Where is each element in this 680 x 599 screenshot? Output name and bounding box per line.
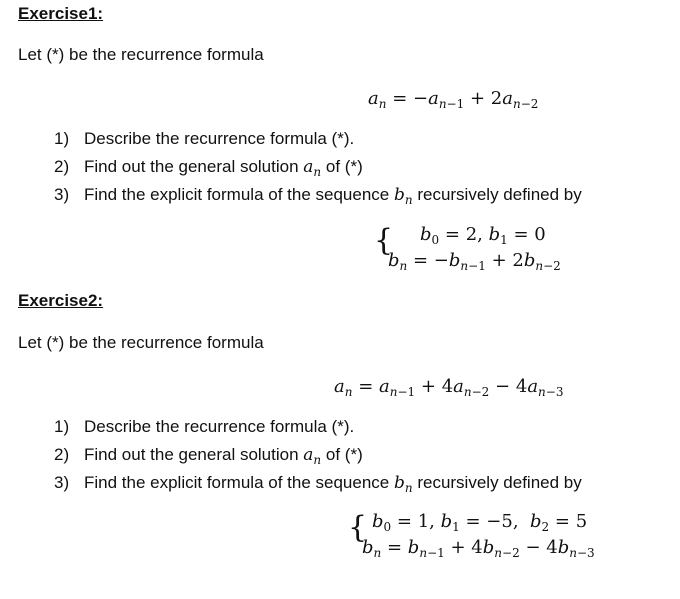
item-text-after: recursively defined by <box>417 473 582 492</box>
item-number: 3) <box>54 185 70 204</box>
exercise2-intro: Let (*) be the recurrence formula <box>18 333 264 352</box>
exercise1-intro: Let (*) be the recurrence formula <box>18 45 264 64</box>
exercise1-initial-conditions: $b_0 = 2$, $b_1 = 0$ <box>420 224 546 247</box>
exercise1-system-recurrence: $b_n = -b_{n-1} + 2b_{n-2}$ <box>388 250 561 273</box>
left-brace: { <box>374 223 394 258</box>
item-number: 1) <box>54 417 70 436</box>
item-number: 3) <box>54 473 70 492</box>
exercise2-item-3 <box>54 473 582 493</box>
exercise2-item-2 <box>54 445 363 465</box>
item-text-after: recursively defined by <box>417 185 582 204</box>
exercise2-item-1 <box>54 417 354 437</box>
exercise1-system <box>374 222 594 274</box>
exercise2-system <box>348 509 618 561</box>
item-variable: $a_n$ <box>303 157 322 179</box>
item-text-after: of (*) <box>325 445 363 464</box>
item-text: Find the explicit formula of the sequence <box>84 185 390 204</box>
item-text: Describe the recurrence formula (*). <box>84 417 355 436</box>
item-text: Describe the recurrence formula (*). <box>84 129 355 148</box>
item-text: Find the explicit formula of the sequence <box>84 473 390 492</box>
item-number: 1) <box>54 129 70 148</box>
item-variable: $a_n$ <box>303 445 322 467</box>
item-variable: $b_n$ <box>393 473 413 495</box>
left-brace: { <box>348 510 368 545</box>
item-number: 2) <box>54 445 70 464</box>
item-text: Find out the general solution <box>84 157 299 176</box>
exercise1-item-3 <box>54 185 582 205</box>
item-number: 2) <box>54 157 70 176</box>
exercise1-item-1 <box>54 129 354 149</box>
exercise2-title: Exercise2: <box>18 291 104 310</box>
item-text: Find out the general solution <box>84 445 299 464</box>
exercise1-item-2 <box>54 157 363 177</box>
exercise1-recurrence: $a_n = -a_{n-1} + 2a_{n-2}$ <box>368 88 539 111</box>
exercise2-initial-conditions: $b_0 = 1$, $b_1 = -5$, $b_2 = 5$ <box>372 511 588 534</box>
exercise1-title: Exercise1: <box>18 4 104 23</box>
item-text-after: of (*) <box>325 157 363 176</box>
exercise2-system-recurrence: $b_n = b_{n-1} + 4b_{n-2} - 4b_{n-3}$ <box>362 537 595 560</box>
exercise2-recurrence: $a_n = a_{n-1} + 4a_{n-2} - 4a_{n-3}$ <box>334 376 564 399</box>
item-variable: $b_n$ <box>393 185 413 207</box>
